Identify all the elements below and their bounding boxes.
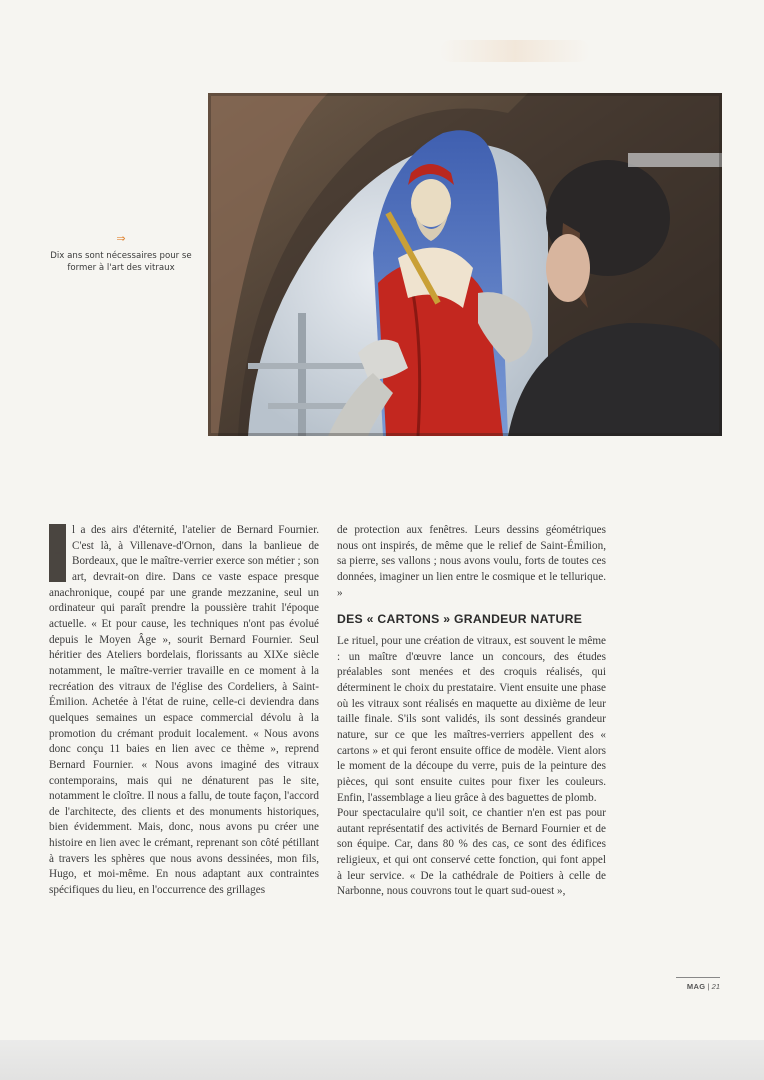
page-number: 21 [711,982,720,991]
dropcap-letter: I [49,524,66,582]
arrow-right-icon: ⇒ [116,232,126,245]
paragraph-1: l a des airs d'éternité, l'atelier de Bernard Fournier. C'est là, à Villenave-d'Ornon, dans la banlieue de Bordeaux, que le maître-verrier exerce son métier ; son art, devrait-on dire. Dans ce vaste espace presque anachronique, coupé par une grande mezzanine, seul un ordinateur qui paraît prendre la poussière trahit l'époque actuelle. « Et pour cause, les techniques n'ont pas évolué depuis le Moyen Âge », sourit Bernard Fournier. Seul héritier des Ateliers bordelais, florissants au XIXe siècle notamment, le maître-verrier travaille en ce moment à la recréation des vitraux de l'église des Cordeliers, à Saint-Émilion. Achetée à l'état de ruine, celle-ci deviendra dans quelques semaines un espace commercial dévolu à la promotion du crémant produit localement. « Nous avons donc conçu 11 baies en lien avec ce thème », reprend Bernard Fournier. « Nous avons imaginé des vitraux contemporains, mais qui ne dénaturent pas le site, notamment le cloître. Il nous a fallu, de toute façon, l'accord de l'architecte, des clients et des monuments historiques, bien évidemment. Mais, donc, nous avons pu créer une histoire en lien avec le crémant, reprenant son côté pétillant à travers les sphères que nous avons dessinées, mon fils, Hugo, et moi-même. En nous adaptant aux contraintes spécifiques du lieu, en l'occurrence des grillages [49,524,319,897]
section-subhead: DES « CARTONS » GRANDEUR NATURE [337,612,583,627]
stained-glass-photo [208,93,722,436]
print-through-decoration [440,40,590,62]
caption-text: Dix ans sont nécessaires pour se former à l'art des vitraux [50,251,192,273]
paragraph-4: Pour spectaculaire qu'il soit, ce chantier n'en est pas pour autant représentatif des activités de Bernard Fournier et de son équipe. Car, dans 80 % des cas, ce sont des édifices religieux, et qui ont conservé cette fonction, qui font appel à leur service. « De la cathédrale de Poitiers à celle de Narbonne, nous couvrons tout le quart sud-ouest », [337,807,606,898]
paragraph-3: Le rituel, pour une création de vitraux, est souvent le même : un maître d'œuvre lance un concours, des études préalables sont menées et des croquis réalisés, qui déterminent le choix du prestataire. Vient ensuite une phase où les vitraux sont réalisés en maquette au dixième de leur taille finale. S'ils sont validés, ils sont dessinés grandeur nature, sur ce que les maîtres-verriers appellent des « cartons » et qui feront ensuite office de modèle. Vient alors le moment de la découpe du verre, puis de la peinture des pièces, qui sont ensuite cuites pour fixer les couleurs. Enfin, l'assemblage a lieu grâce à des baguettes de plomb. [337,634,606,804]
magazine-name: MAG [686,982,706,991]
lead-paragraph [49,523,319,899]
photo-illustration [208,93,722,436]
article-column-left [49,523,319,899]
photo-caption [48,232,194,274]
article-column-right [337,523,606,900]
footer-separator: | [707,982,710,991]
scan-bottom-band [0,1040,764,1080]
paragraph-2: de protection aux fenêtres. Leurs dessins géométriques nous ont inspirés, de même que le relief de Saint-Émilion, sa pierre, ses vallons ; nous avons voulu, forts de toutes ces données, imaginer un lien entre le cosmique et le tellurique. » [337,524,606,599]
page-footer [676,977,720,991]
